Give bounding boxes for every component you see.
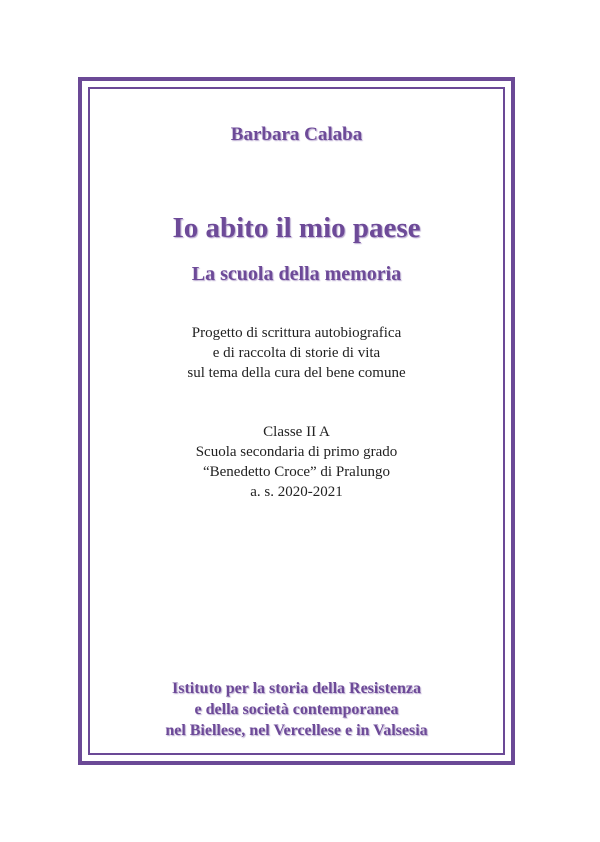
cover-frame-inner — [88, 87, 505, 755]
institute-line: nel Biellese, nel Vercellese e in Valsesia — [165, 722, 428, 739]
institute-line: e della società contemporanea — [194, 701, 399, 718]
school-name: “Benedetto Croce” di Pralungo — [202, 464, 391, 480]
institute-line: Istituto per la storia della Resistenza — [171, 680, 421, 697]
project-line: sul tema della cura del bene comune — [187, 365, 406, 381]
school-info — [88, 422, 505, 502]
project-line: Progetto di scrittura autobiografica — [191, 325, 402, 341]
school-class: Classe II A — [263, 424, 330, 440]
book-subtitle: La scuola della memoria — [191, 263, 402, 285]
school-year: a. s. 2020-2021 — [250, 484, 343, 500]
school-type: Scuola secondaria di primo grado — [195, 444, 398, 460]
publisher-institute — [88, 678, 505, 741]
project-description — [88, 323, 505, 383]
author-name: Barbara Calaba — [230, 124, 363, 145]
book-title: Io abito il mio paese — [172, 212, 421, 244]
project-line: e di raccolta di storie di vita — [212, 345, 381, 361]
